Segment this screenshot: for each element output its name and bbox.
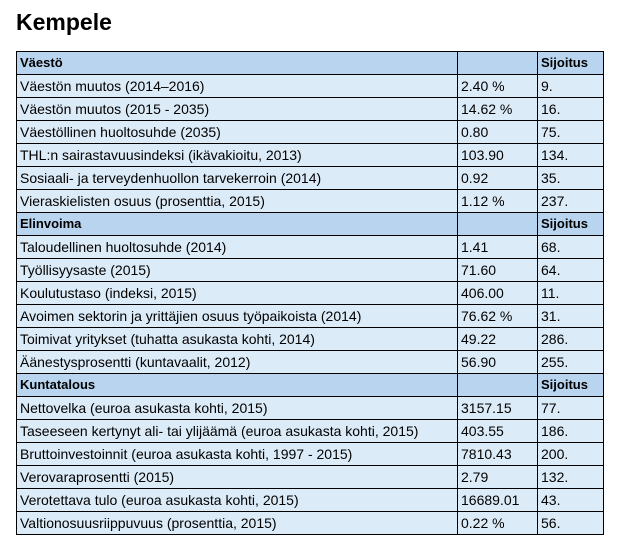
indicator-rank: 31. bbox=[538, 305, 604, 328]
indicator-rank: 237. bbox=[538, 190, 604, 213]
indicator-rank: 9. bbox=[538, 75, 604, 98]
indicator-rank: 255. bbox=[538, 351, 604, 374]
table-row bbox=[17, 98, 604, 121]
indicator-rank: 75. bbox=[538, 121, 604, 144]
section-title: Elinvoima bbox=[17, 213, 458, 236]
indicator-rank: 43. bbox=[538, 489, 604, 512]
table-row bbox=[17, 144, 604, 167]
indicator-label: Väestön muutos (2014–2016) bbox=[17, 75, 458, 98]
stats-table-body bbox=[17, 52, 604, 535]
table-row bbox=[17, 489, 604, 512]
indicator-value: 403.55 bbox=[458, 420, 538, 443]
section-title: Kuntatalous bbox=[17, 374, 458, 397]
indicator-label: Verotettava tulo (euroa asukasta kohti, 2015) bbox=[17, 489, 458, 512]
indicator-value: 2.40 % bbox=[458, 75, 538, 98]
municipality-stats-table bbox=[16, 51, 604, 535]
indicator-rank: 64. bbox=[538, 259, 604, 282]
table-row bbox=[17, 167, 604, 190]
indicator-label: Valtionosuusriippuvuus (prosenttia, 2015) bbox=[17, 512, 458, 535]
indicator-rank: 186. bbox=[538, 420, 604, 443]
indicator-label: Avoimen sektorin ja yrittäjien osuus työpaikoista (2014) bbox=[17, 305, 458, 328]
rank-column-header: Sijoitus bbox=[538, 374, 604, 397]
indicator-label: Työllisyysaste (2015) bbox=[17, 259, 458, 282]
table-row bbox=[17, 259, 604, 282]
table-row bbox=[17, 420, 604, 443]
table-row bbox=[17, 282, 604, 305]
indicator-label: Sosiaali- ja terveydenhuollon tarvekerroin (2014) bbox=[17, 167, 458, 190]
indicator-rank: 11. bbox=[538, 282, 604, 305]
indicator-value: 406.00 bbox=[458, 282, 538, 305]
section-value-blank bbox=[458, 374, 538, 397]
indicator-label: Nettovelka (euroa asukasta kohti, 2015) bbox=[17, 397, 458, 420]
rank-column-header: Sijoitus bbox=[538, 52, 604, 75]
indicator-value: 0.92 bbox=[458, 167, 538, 190]
table-row bbox=[17, 328, 604, 351]
indicator-value: 7810.43 bbox=[458, 443, 538, 466]
indicator-value: 1.41 bbox=[458, 236, 538, 259]
page-title: Kempele bbox=[16, 9, 112, 35]
indicator-rank: 286. bbox=[538, 328, 604, 351]
indicator-rank: 77. bbox=[538, 397, 604, 420]
indicator-rank: 56. bbox=[538, 512, 604, 535]
indicator-label: Äänestysprosentti (kuntavaalit, 2012) bbox=[17, 351, 458, 374]
indicator-value: 76.62 % bbox=[458, 305, 538, 328]
indicator-value: 14.62 % bbox=[458, 98, 538, 121]
indicator-value: 16689.01 bbox=[458, 489, 538, 512]
indicator-label: Bruttoinvestoinnit (euroa asukasta kohti, 1997 - 2015) bbox=[17, 443, 458, 466]
indicator-rank: 16. bbox=[538, 98, 604, 121]
section-header-row bbox=[17, 374, 604, 397]
indicator-value: 0.22 % bbox=[458, 512, 538, 535]
indicator-rank: 35. bbox=[538, 167, 604, 190]
indicator-label: Taseeseen kertynyt ali- tai ylijäämä (euroa asukasta kohti, 2015) bbox=[17, 420, 458, 443]
section-value-blank bbox=[458, 52, 538, 75]
indicator-rank: 132. bbox=[538, 466, 604, 489]
table-row bbox=[17, 75, 604, 98]
table-row bbox=[17, 443, 604, 466]
indicator-rank: 200. bbox=[538, 443, 604, 466]
indicator-rank: 68. bbox=[538, 236, 604, 259]
section-header-row bbox=[17, 213, 604, 236]
indicator-label: Verovaraprosentti (2015) bbox=[17, 466, 458, 489]
rank-column-header: Sijoitus bbox=[538, 213, 604, 236]
indicator-value: 3157.15 bbox=[458, 397, 538, 420]
indicator-label: Taloudellinen huoltosuhde (2014) bbox=[17, 236, 458, 259]
indicator-value: 71.60 bbox=[458, 259, 538, 282]
section-header-row bbox=[17, 52, 604, 75]
table-row bbox=[17, 351, 604, 374]
indicator-value: 2.79 bbox=[458, 466, 538, 489]
table-row bbox=[17, 236, 604, 259]
table-row bbox=[17, 121, 604, 144]
indicator-label: Väestön muutos (2015 - 2035) bbox=[17, 98, 458, 121]
indicator-value: 56.90 bbox=[458, 351, 538, 374]
indicator-rank: 134. bbox=[538, 144, 604, 167]
indicator-label: Vieraskielisten osuus (prosenttia, 2015) bbox=[17, 190, 458, 213]
indicator-value: 1.12 % bbox=[458, 190, 538, 213]
indicator-label: Koulutustaso (indeksi, 2015) bbox=[17, 282, 458, 305]
indicator-value: 0.80 bbox=[458, 121, 538, 144]
indicator-label: THL:n sairastavuusindeksi (ikävakioitu, 2013) bbox=[17, 144, 458, 167]
table-row bbox=[17, 190, 604, 213]
table-row bbox=[17, 512, 604, 535]
section-value-blank bbox=[458, 213, 538, 236]
indicator-label: Toimivat yritykset (tuhatta asukasta kohti, 2014) bbox=[17, 328, 458, 351]
section-title: Väestö bbox=[17, 52, 458, 75]
indicator-label: Väestöllinen huoltosuhde (2035) bbox=[17, 121, 458, 144]
indicator-value: 49.22 bbox=[458, 328, 538, 351]
indicator-value: 103.90 bbox=[458, 144, 538, 167]
table-row bbox=[17, 397, 604, 420]
table-row bbox=[17, 466, 604, 489]
table-row bbox=[17, 305, 604, 328]
